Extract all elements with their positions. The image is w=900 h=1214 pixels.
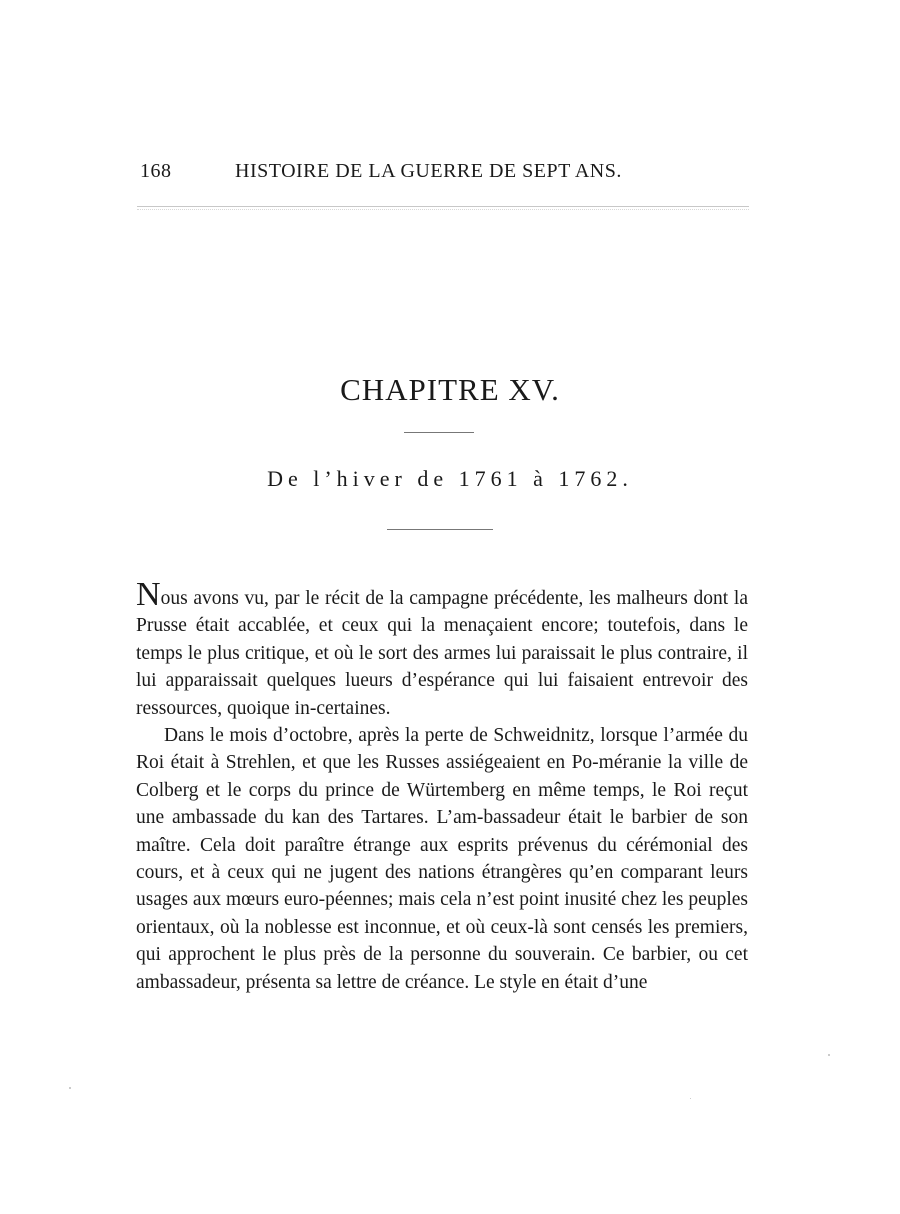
header-rule-secondary [137, 209, 749, 210]
paragraph [136, 576, 748, 722]
drop-initial: N [136, 576, 161, 613]
paper-speck [828, 1054, 830, 1056]
header-rule [137, 206, 749, 207]
running-title: HISTOIRE DE LA GUERRE DE SEPT ANS. [235, 160, 622, 182]
chapter-subtitle: De l’hiver de 1761 à 1762. [267, 466, 633, 491]
paper-speck [690, 1098, 691, 1099]
paper-speck [69, 1087, 71, 1089]
running-head [135, 160, 750, 186]
paragraph-text: ous avons vu, par le récit de la campagne précédente, les malheurs dont la Prusse était accablée, et ceux qui la menaçaient encore; toutefois, dans le temps le plus critique, et où le sort des armes lui paraissait le plus contraire, il lui apparaissait quelques lueurs d’espérance qui lui faisaient entrevoir des ressources, quoique in-certaines. [136, 588, 748, 719]
page-number: 168 [140, 160, 172, 182]
subtitle-divider [387, 529, 493, 530]
paragraph: Dans le mois d’octobre, après la perte de Schweidnitz, lorsque l’armée du Roi était à Strehlen, et que les Russes assiégeaient en Po-méranie la ville de Colberg et le corps du prince de Würtemberg en même temps, le Roi reçut une ambassade du kan des Tartares. L’am-bassadeur était le barbier de son maître. Cela doit paraître étrange aux esprits prévenus du cérémonial des cours, et à ceux qui ne jugent des nations étrangères qu’en comparant leurs usages aux mœurs euro-péennes; mais cela n’est point inusité chez les peuples orientaux, où la noblesse est inconnue, et où ceux-là sont censés les premiers, qui approchent le plus près de la personne du souverain. Ce barbier, ou cet ambassadeur, présenta sa lettre de créance. Le style en était d’une [136, 725, 748, 993]
body-text [136, 576, 748, 996]
title-divider [404, 432, 474, 433]
chapter-title: CHAPITRE XV. [340, 372, 560, 407]
